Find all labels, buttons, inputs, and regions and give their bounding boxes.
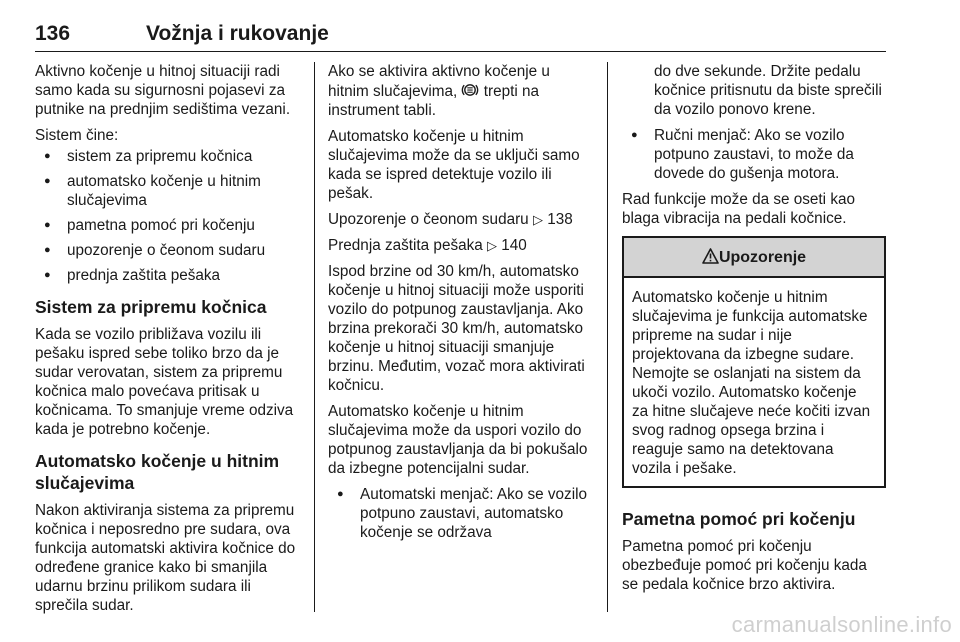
column-1 [35, 62, 305, 622]
intro-paragraph: Aktivno kočenje u hitnoj situaciji radi samo kada su sigurnosni pojasevi za putnike na prednjim sedištima vezani. [35, 63, 291, 118]
transmission-list-continued [622, 126, 886, 183]
xref-text: Upozorenje o čeonom sudaru [328, 211, 529, 228]
vibration-paragraph: Rad funkcije može da se oseti kao blaga vibracija na pedali kočnice. [622, 191, 855, 227]
page-ref-arrow-icon: ▷ [487, 238, 498, 253]
section-heading-smart-brake-assist: Pametna pomoć pri kočenju [622, 509, 856, 529]
xref-text: Prednja zaštita pešaka [328, 237, 483, 254]
activation-paragraph [328, 62, 594, 120]
page-ref-arrow-icon: ▷ [532, 212, 543, 227]
list-item: ● upozorenje o čeonom sudaru [35, 241, 305, 260]
list-item: ● pametna pomoć pri kočenju [35, 216, 305, 235]
smart-brake-assist-paragraph: Pametna pomoć pri kočenju obezbeđuje pomoć pri kočenju kada se pedala kočnice brzo aktivira. [622, 538, 867, 593]
column-divider-2 [607, 62, 608, 612]
speed-limits-paragraph: Ispod brzine od 30 km/h, automatsko kočenje u hitnoj situaciji može usporiti vozilo do potpunog zaustavljanja. Ako brzina prekorači 30 km/h, automatsko kočenje u hitnoj situaciji smanjuje brzinu. Međutim, vozač mora aktivirati kočnicu. [328, 263, 585, 394]
list-item: ● Ručni menjač: Ako se vozilo potpuno zaustavi, to može da dovede do gušenja motora. [622, 126, 886, 183]
system-components-list [35, 147, 305, 285]
emergency-braking-paragraph: Nakon aktiviranja sistema za pripremu kočnica i neposredno pre sudara, ova funkcija automatski aktivira kočnice do određene granice kako bi smanjila udarnu brzinu prilikom sudara ili sprečila sudar. [35, 502, 296, 614]
section-heading-emergency-braking: Automatsko kočenje u hitnim slučajevima [35, 451, 280, 493]
warning-header [624, 238, 884, 278]
list-item: ● Automatski menjač: Ako se vozilo potpuno zaustavi, automatsko kočenje se održava [328, 485, 594, 542]
column-divider-1 [314, 62, 315, 612]
xref-page: 140 [501, 237, 527, 254]
brake-warning-icon [461, 81, 479, 99]
column-2 [328, 62, 594, 549]
transmission-list [328, 485, 594, 542]
detection-paragraph: Automatsko kočenje u hitnim slučajevima može da se uključi samo kada se ispred detektuje vozilo ili pešak. [328, 128, 580, 202]
list-item-continuation: do dve sekunde. Držite pedalu kočnice pritisnutu da biste sprečili da vozilo ponovo krene. [654, 63, 882, 118]
page-header [35, 22, 886, 52]
warning-body [624, 278, 884, 486]
section-heading-brake-prep: Sistem za pripremu kočnica [35, 297, 267, 317]
list-item: ● prednja zaštita pešaka [35, 266, 305, 285]
activation-text-b: trepti na instrument tabli. [328, 83, 539, 119]
site-watermark: carmanualsonline.info [731, 612, 952, 637]
full-stop-paragraph: Automatsko kočenje u hitnim slučajevima može da uspori vozilo do potpunog zaustavljanja da bi pokušalo da izbegne potencijalni sudar. [328, 403, 588, 477]
warning-title: Upozorenje [718, 249, 807, 266]
column-3 [622, 62, 886, 601]
warning-triangle-icon [702, 248, 719, 264]
list-item: ● sistem za pripremu kočnica [35, 147, 305, 166]
brake-prep-paragraph: Kada se vozilo približava vozilu ili pešaku ispred sebe toliko brzo da je sudar verovatan, sistem za pripremu kočnica malo povećava pritisak u kočnicama. To smanjuje vreme odziva kada je potrebno kočenje. [35, 326, 294, 438]
system-includes-label: Sistem čine: [35, 127, 119, 144]
chapter-title: Vožnja i rukovanje [146, 22, 329, 45]
list-item: ● automatsko kočenje u hitnim slučajevima [35, 172, 305, 210]
warning-box [622, 236, 886, 488]
activation-text-a: Ako se aktivira aktivno kočenje u hitnim slučajevima, [328, 63, 550, 100]
cross-reference-collision-warning[interactable] [328, 210, 594, 229]
page-number: 136 [35, 22, 71, 45]
cross-reference-pedestrian-protection[interactable] [328, 236, 594, 255]
xref-page: 138 [547, 211, 573, 228]
warning-text: Automatsko kočenje u hitnim slučajevima je funkcija automatske pripreme na sudar i nije projektovana da izbegne sudare. Nemojte se oslanjati na sistem da ukoči vozilo. Automatsko kočenje za hitne slučajeve neće kočiti izvan svog radnog opsega brzina i reaguje samo na detektovana vozila i pešake. [632, 289, 871, 477]
